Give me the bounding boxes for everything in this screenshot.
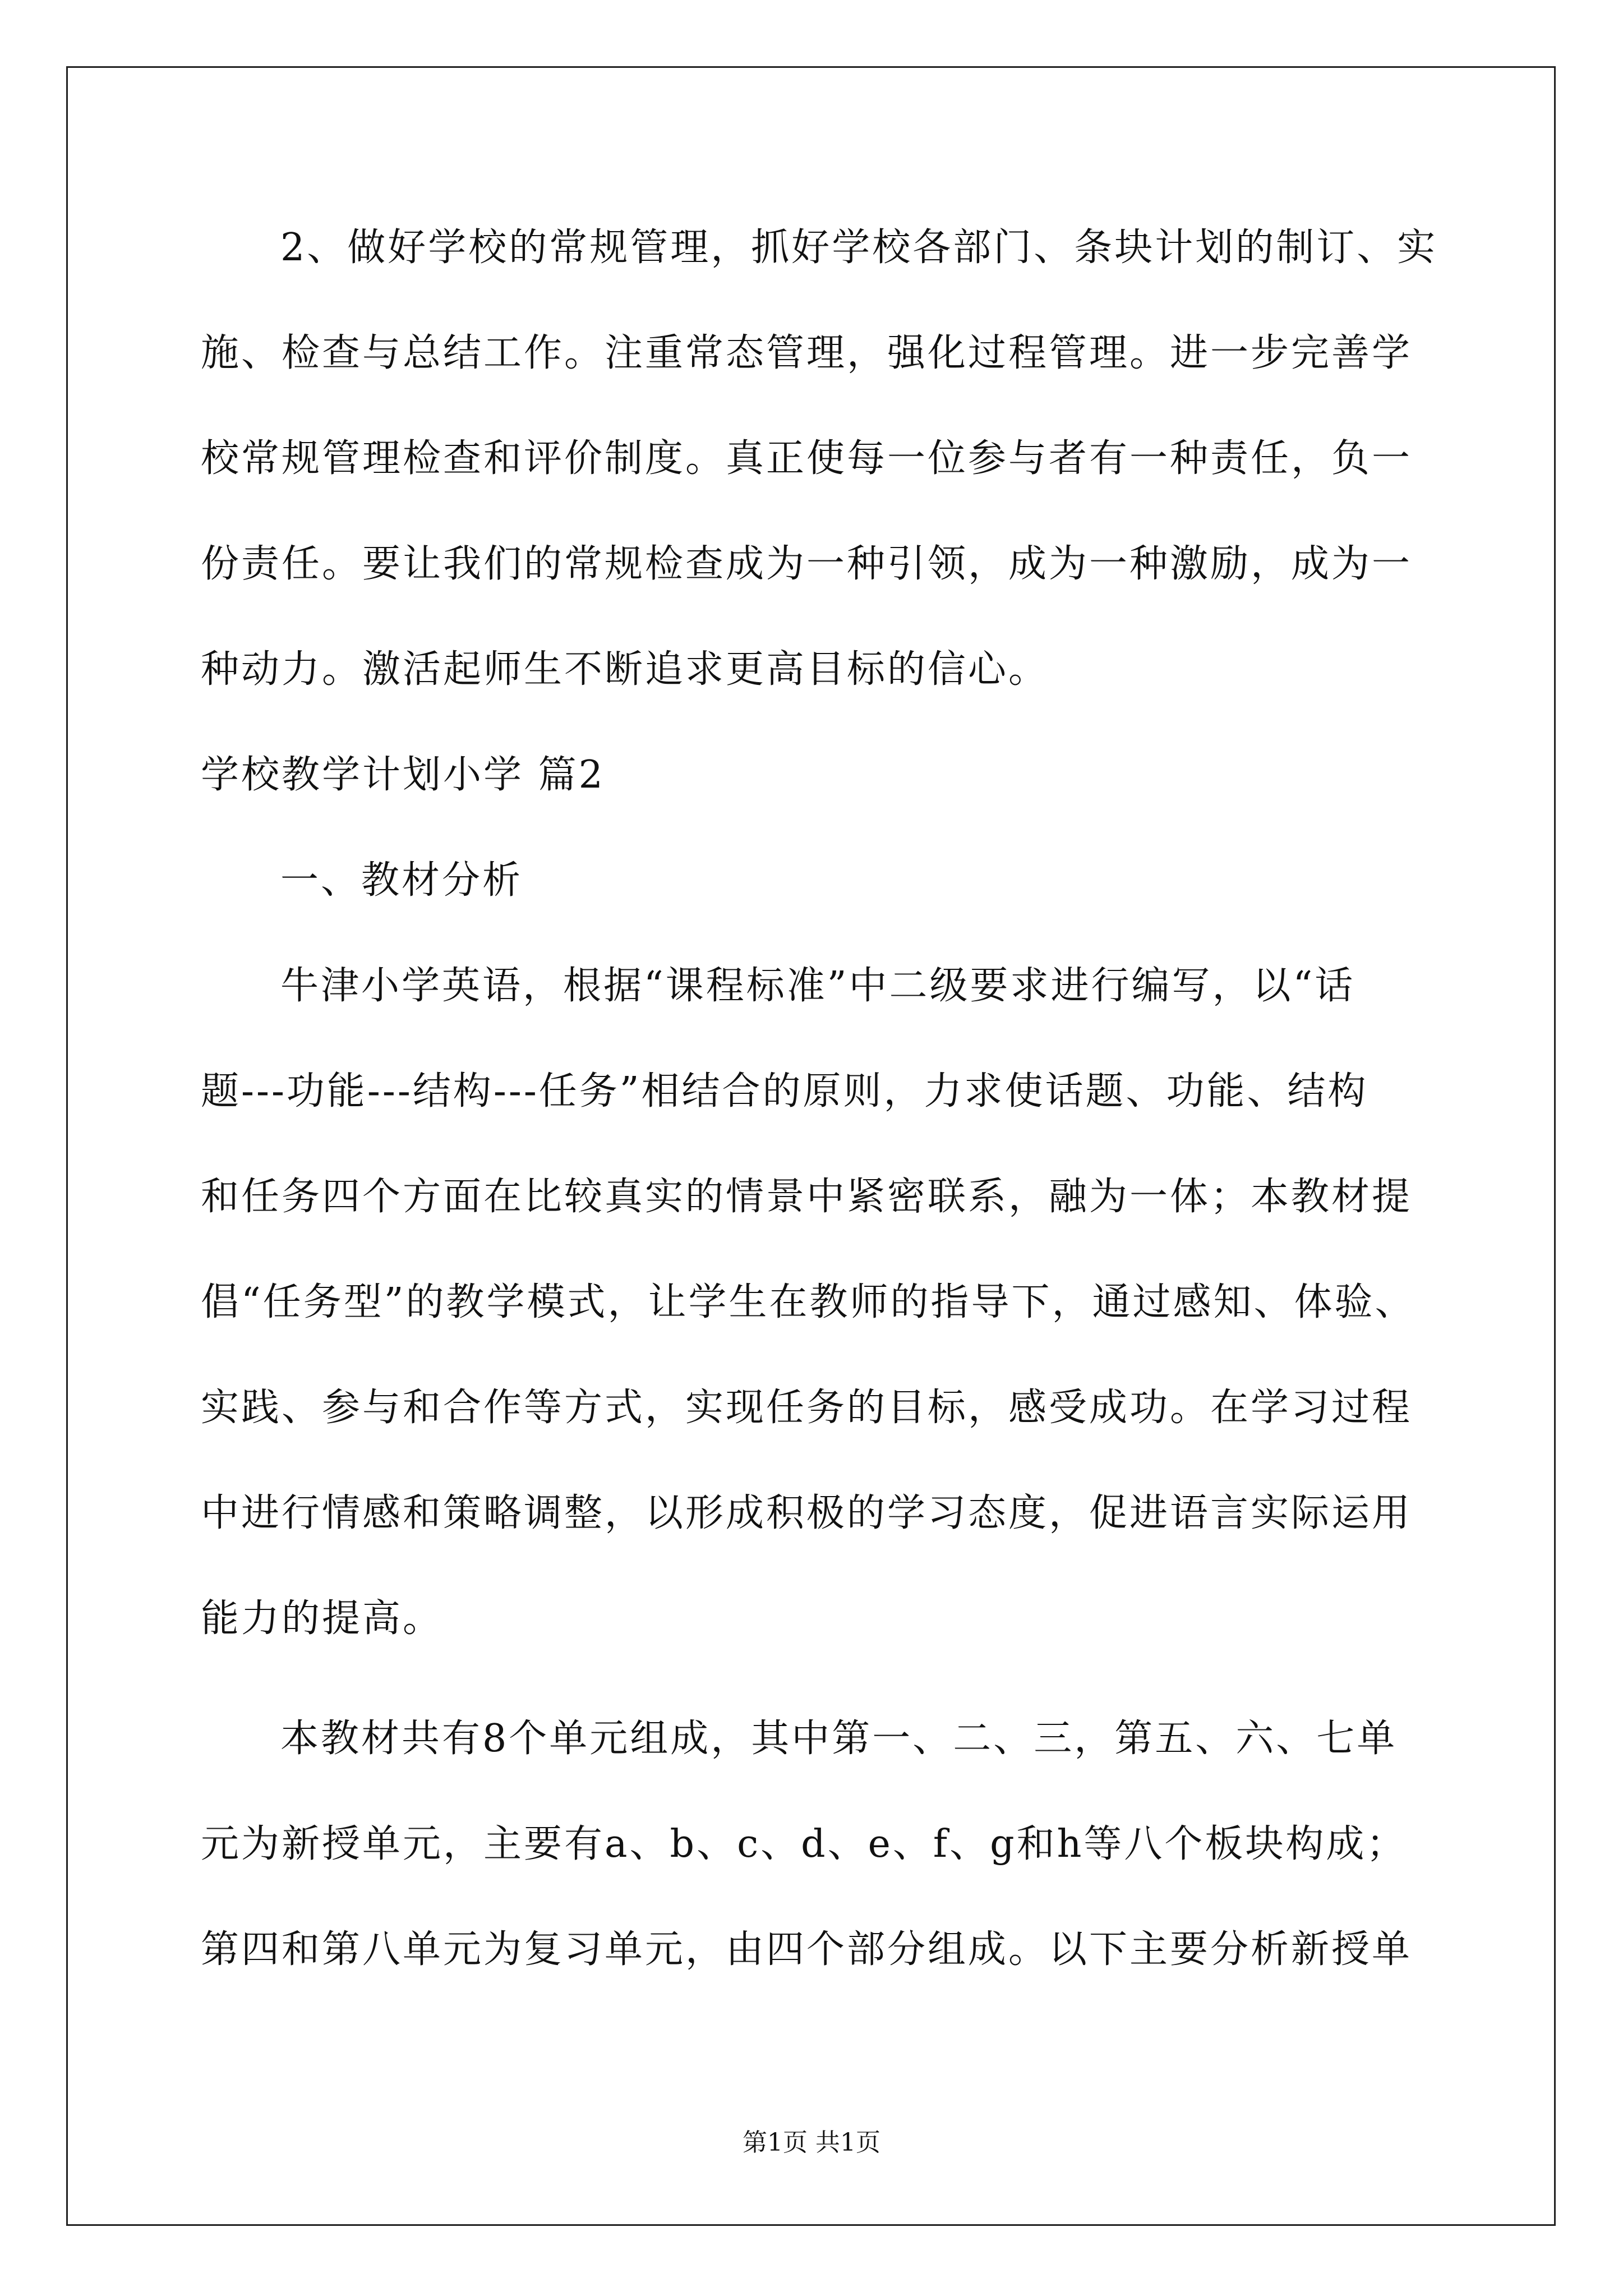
- paragraph-1-line-4: 份责任。要让我们的常规检查成为一种引领，成为一种激励，成为一: [201, 542, 1413, 586]
- paragraph-1-line-2: 施、检查与总结工作。注重常态管理，强化过程管理。进一步完善学: [201, 331, 1413, 375]
- subheading-textbook-analysis: 一、教材分析: [280, 858, 523, 903]
- paragraph-3-line-3: 第四和第八单元为复习单元，由四个部分组成。以下主要分析新授单: [201, 1927, 1413, 1972]
- page-number-footer: 第1页 共1页: [743, 2128, 880, 2157]
- section-title: 学校教学计划小学 篇2: [201, 753, 605, 797]
- paragraph-2-line-1: 牛津小学英语，根据“课程标准”中二级要求进行编写，以“话: [280, 964, 1355, 1008]
- paragraph-1-line-5: 种动力。激活起师生不断追求更高目标的信心。: [201, 647, 1049, 692]
- paragraph-1-line-3: 校常规管理检查和评价制度。真正使每一位参与者有一种责任，负一: [201, 436, 1413, 481]
- paragraph-1-line-1: 2、做好学校的常规管理，抓好学校各部门、条块计划的制订、实: [280, 226, 1438, 270]
- paragraph-2-line-3: 和任务四个方面在比较真实的情景中紧密联系，融为一体；本教材提: [201, 1175, 1413, 1219]
- page-border: [66, 66, 1556, 2226]
- paragraph-2-line-2: 题---功能---结构---任务”相结合的原则，力求使话题、功能、结构: [201, 1069, 1368, 1114]
- paragraph-2-line-7: 能力的提高。: [201, 1596, 444, 1641]
- paragraph-2-line-5: 实践、参与和合作等方式，实现任务的目标，感受成功。在学习过程: [201, 1386, 1413, 1430]
- paragraph-3-line-1: 本教材共有8个单元组成，其中第一、二、三，第五、六、七单: [280, 1717, 1398, 1761]
- paragraph-2-line-4: 倡“任务型”的教学模式，让学生在教师的指导下，通过感知、体验、: [201, 1280, 1415, 1324]
- paragraph-3-line-2: 元为新授单元，主要有a、b、c、d、e、f、g和h等八个板块构成；: [201, 1822, 1407, 1866]
- paragraph-2-line-6: 中进行情感和策略调整，以形成积极的学习态度，促进语言实际运用: [201, 1491, 1413, 1535]
